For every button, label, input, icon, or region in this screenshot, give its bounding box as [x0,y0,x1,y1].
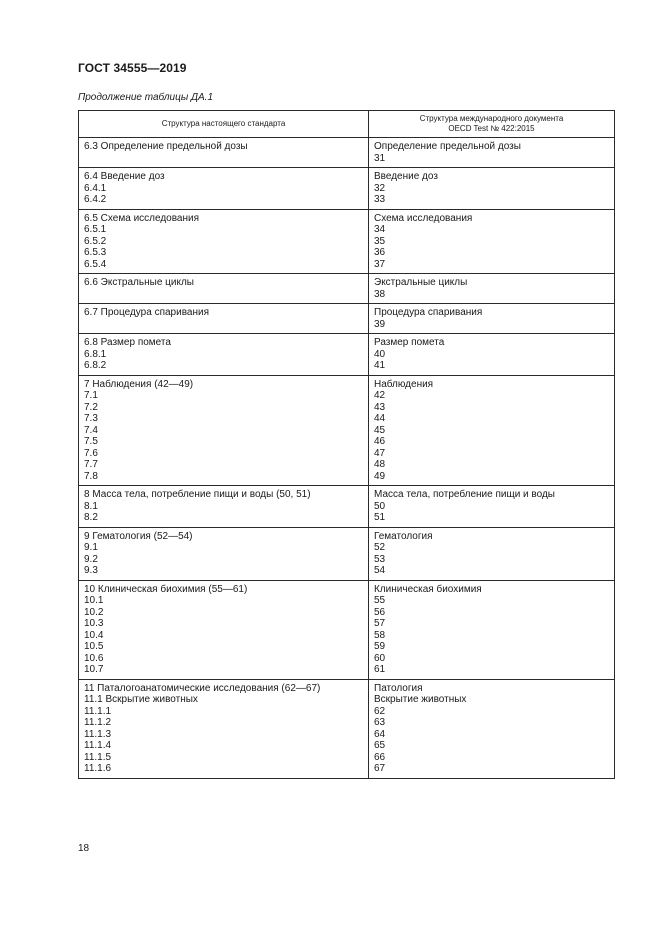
cell-line: Гематология [374,530,433,542]
cell-line: 32 [374,182,386,194]
table-row [79,375,615,486]
page-number: 18 [78,843,90,854]
cell-current-standard [79,679,369,778]
cell-line: 10.7 [84,664,104,675]
cell-line: 53 [374,553,386,565]
cell-line: 7.2 [84,401,98,413]
cell-line: 6.7 Процедура спаривания [84,307,209,318]
cell-line: 41 [374,360,386,371]
cell-line: 35 [374,235,386,247]
cell-line: 31 [374,152,386,164]
cell-line: 7.4 [84,424,98,436]
column-header-line: OECD Test № 422:2015 [448,124,535,133]
column-header-line: Структура международного документа [419,114,564,123]
cell-line: 8.1 [84,500,98,512]
table-header-row [79,111,615,138]
cell-international-document [369,138,615,168]
column-header-international-document [369,111,615,138]
table-row [79,580,615,679]
cell-line: Схема исследования [374,212,473,224]
cell-line: 45 [374,424,386,436]
cell-line: 6.5.2 [84,235,107,247]
cell-line: 11.1.5 [84,751,112,763]
cell-line: 7.6 [84,447,98,459]
cell-line: 11.1.1 [84,705,112,717]
cell-current-standard [79,334,369,376]
cell-line: 37 [374,258,386,270]
cell-current-standard [79,274,369,304]
cell-line: 61 [374,664,386,675]
cell-line: 7.5 [84,436,98,447]
cell-current-standard [79,580,369,679]
cell-line: 6.8 Размер помета [84,337,171,348]
table-row [79,274,615,304]
document-title: ГОСТ 34555—2019 [78,61,187,75]
cell-line: Определение предельной дозы [374,141,521,152]
cell-line: 65 [374,740,386,751]
cell-international-document [369,274,615,304]
table-row [79,304,615,334]
cell-line: 56 [374,606,386,618]
cell-line: 66 [374,751,386,763]
cell-line: 11.1.4 [84,740,112,751]
cell-line: 49 [374,470,386,482]
cell-line: 63 [374,717,386,728]
cell-line: 11 Паталогоанатомические исследования (62—67) [84,682,321,694]
table-row [79,334,615,376]
cell-line: 52 [374,542,386,553]
cell-line: Размер помета [374,337,445,348]
cell-line: 51 [374,512,386,523]
cell-line: 6.3 Определение предельной дозы [84,141,248,152]
table-row [79,138,615,168]
cell-line: 10.3 [84,618,104,629]
cell-line: 10 Клиническая биохимия (55—61) [84,583,248,595]
cell-current-standard [79,209,369,274]
cell-line: 6.8.2 [84,360,107,371]
cell-line: 34 [374,224,386,235]
cell-line: 48 [374,459,386,470]
cell-line: 6.8.1 [84,348,107,360]
cell-international-document [369,375,615,486]
cell-line: 54 [374,565,386,576]
cell-line: 67 [374,763,386,774]
cell-line: 62 [374,705,386,717]
cell-line: 11.1.6 [84,763,112,774]
cell-international-document [369,527,615,580]
cell-line: 7 Наблюдения (42—49) [84,378,194,390]
cell-international-document [369,304,615,334]
cell-line: 43 [374,401,386,413]
cell-line: 6.4 Введение доз [84,171,165,182]
cell-line: 36 [374,247,386,258]
cell-line: Введение доз [374,171,438,182]
cell-line: 10.5 [84,641,104,652]
column-header-line: Структура настоящего стандарта [161,119,286,128]
cell-line: 64 [374,728,386,740]
cell-current-standard [79,486,369,528]
cell-line: Процедура спаривания [374,307,483,318]
cell-line: 7.7 [84,459,98,470]
cell-line: 46 [374,436,386,447]
cell-line: 7.3 [84,413,98,424]
cell-current-standard [79,527,369,580]
cell-line: 10.2 [84,606,104,618]
cell-line: 6.5.4 [84,258,107,270]
cell-line: 58 [374,629,386,641]
cell-current-standard [79,138,369,168]
cell-line: Вскрытие животных [374,694,467,705]
cell-line: 39 [374,318,386,330]
cell-line: 6.5 Схема исследования [84,212,200,224]
table-row [79,209,615,274]
cell-line: 6.5.3 [84,247,107,258]
cell-line: 10.6 [84,652,104,664]
cell-international-document [369,209,615,274]
table-row [79,679,615,778]
cell-line: 9.1 [84,542,98,553]
cell-line: 47 [374,447,386,459]
table-continuation-caption: Продолжение таблицы ДА.1 [78,92,214,103]
table-row [79,527,615,580]
cell-line: 6.4.2 [84,194,107,205]
cell-international-document [369,486,615,528]
cell-international-document [369,580,615,679]
cell-line: 10.1 [84,595,104,606]
cell-line: Масса тела, потребление пищи и воды [374,489,555,500]
cell-line: 44 [374,413,386,424]
cell-line: 6.4.1 [84,182,107,194]
cell-line: 33 [374,194,386,205]
cell-line: 11.1 Вскрытие животных [84,694,198,705]
cell-line: 40 [374,348,386,360]
cell-line: 59 [374,641,386,652]
column-header-current-standard [79,111,369,138]
structure-comparison-table [78,110,615,779]
cell-current-standard [79,375,369,486]
cell-line: 9.2 [84,553,98,565]
cell-line: 10.4 [84,629,104,641]
cell-line: Патология [374,682,423,694]
cell-line: 9 Гематология (52—54) [84,530,193,542]
cell-line: 8.2 [84,512,98,523]
cell-current-standard [79,304,369,334]
cell-line: 9.3 [84,565,98,576]
cell-international-document [369,168,615,210]
cell-current-standard [79,168,369,210]
cell-line: 11.1.2 [84,717,112,728]
cell-line: 6.5.1 [84,224,107,235]
cell-line: 7.1 [84,390,98,401]
cell-line: 60 [374,652,386,664]
cell-line: Наблюдения [374,378,434,390]
cell-international-document [369,679,615,778]
cell-line: Экстральные циклы [374,277,468,288]
cell-line: 38 [374,288,386,300]
cell-line: 8 Масса тела, потребление пищи и воды (50, 51) [84,489,311,500]
cell-line: 42 [374,390,386,401]
cell-line: 6.6 Экстральные циклы [84,277,194,288]
table-row [79,168,615,210]
cell-line: 57 [374,618,386,629]
table-row [79,486,615,528]
cell-line: 7.8 [84,470,98,482]
cell-line: 55 [374,595,386,606]
cell-line: 50 [374,500,386,512]
cell-international-document [369,334,615,376]
cell-line: 11.1.3 [84,728,112,740]
cell-line: Клиническая биохимия [374,583,482,595]
